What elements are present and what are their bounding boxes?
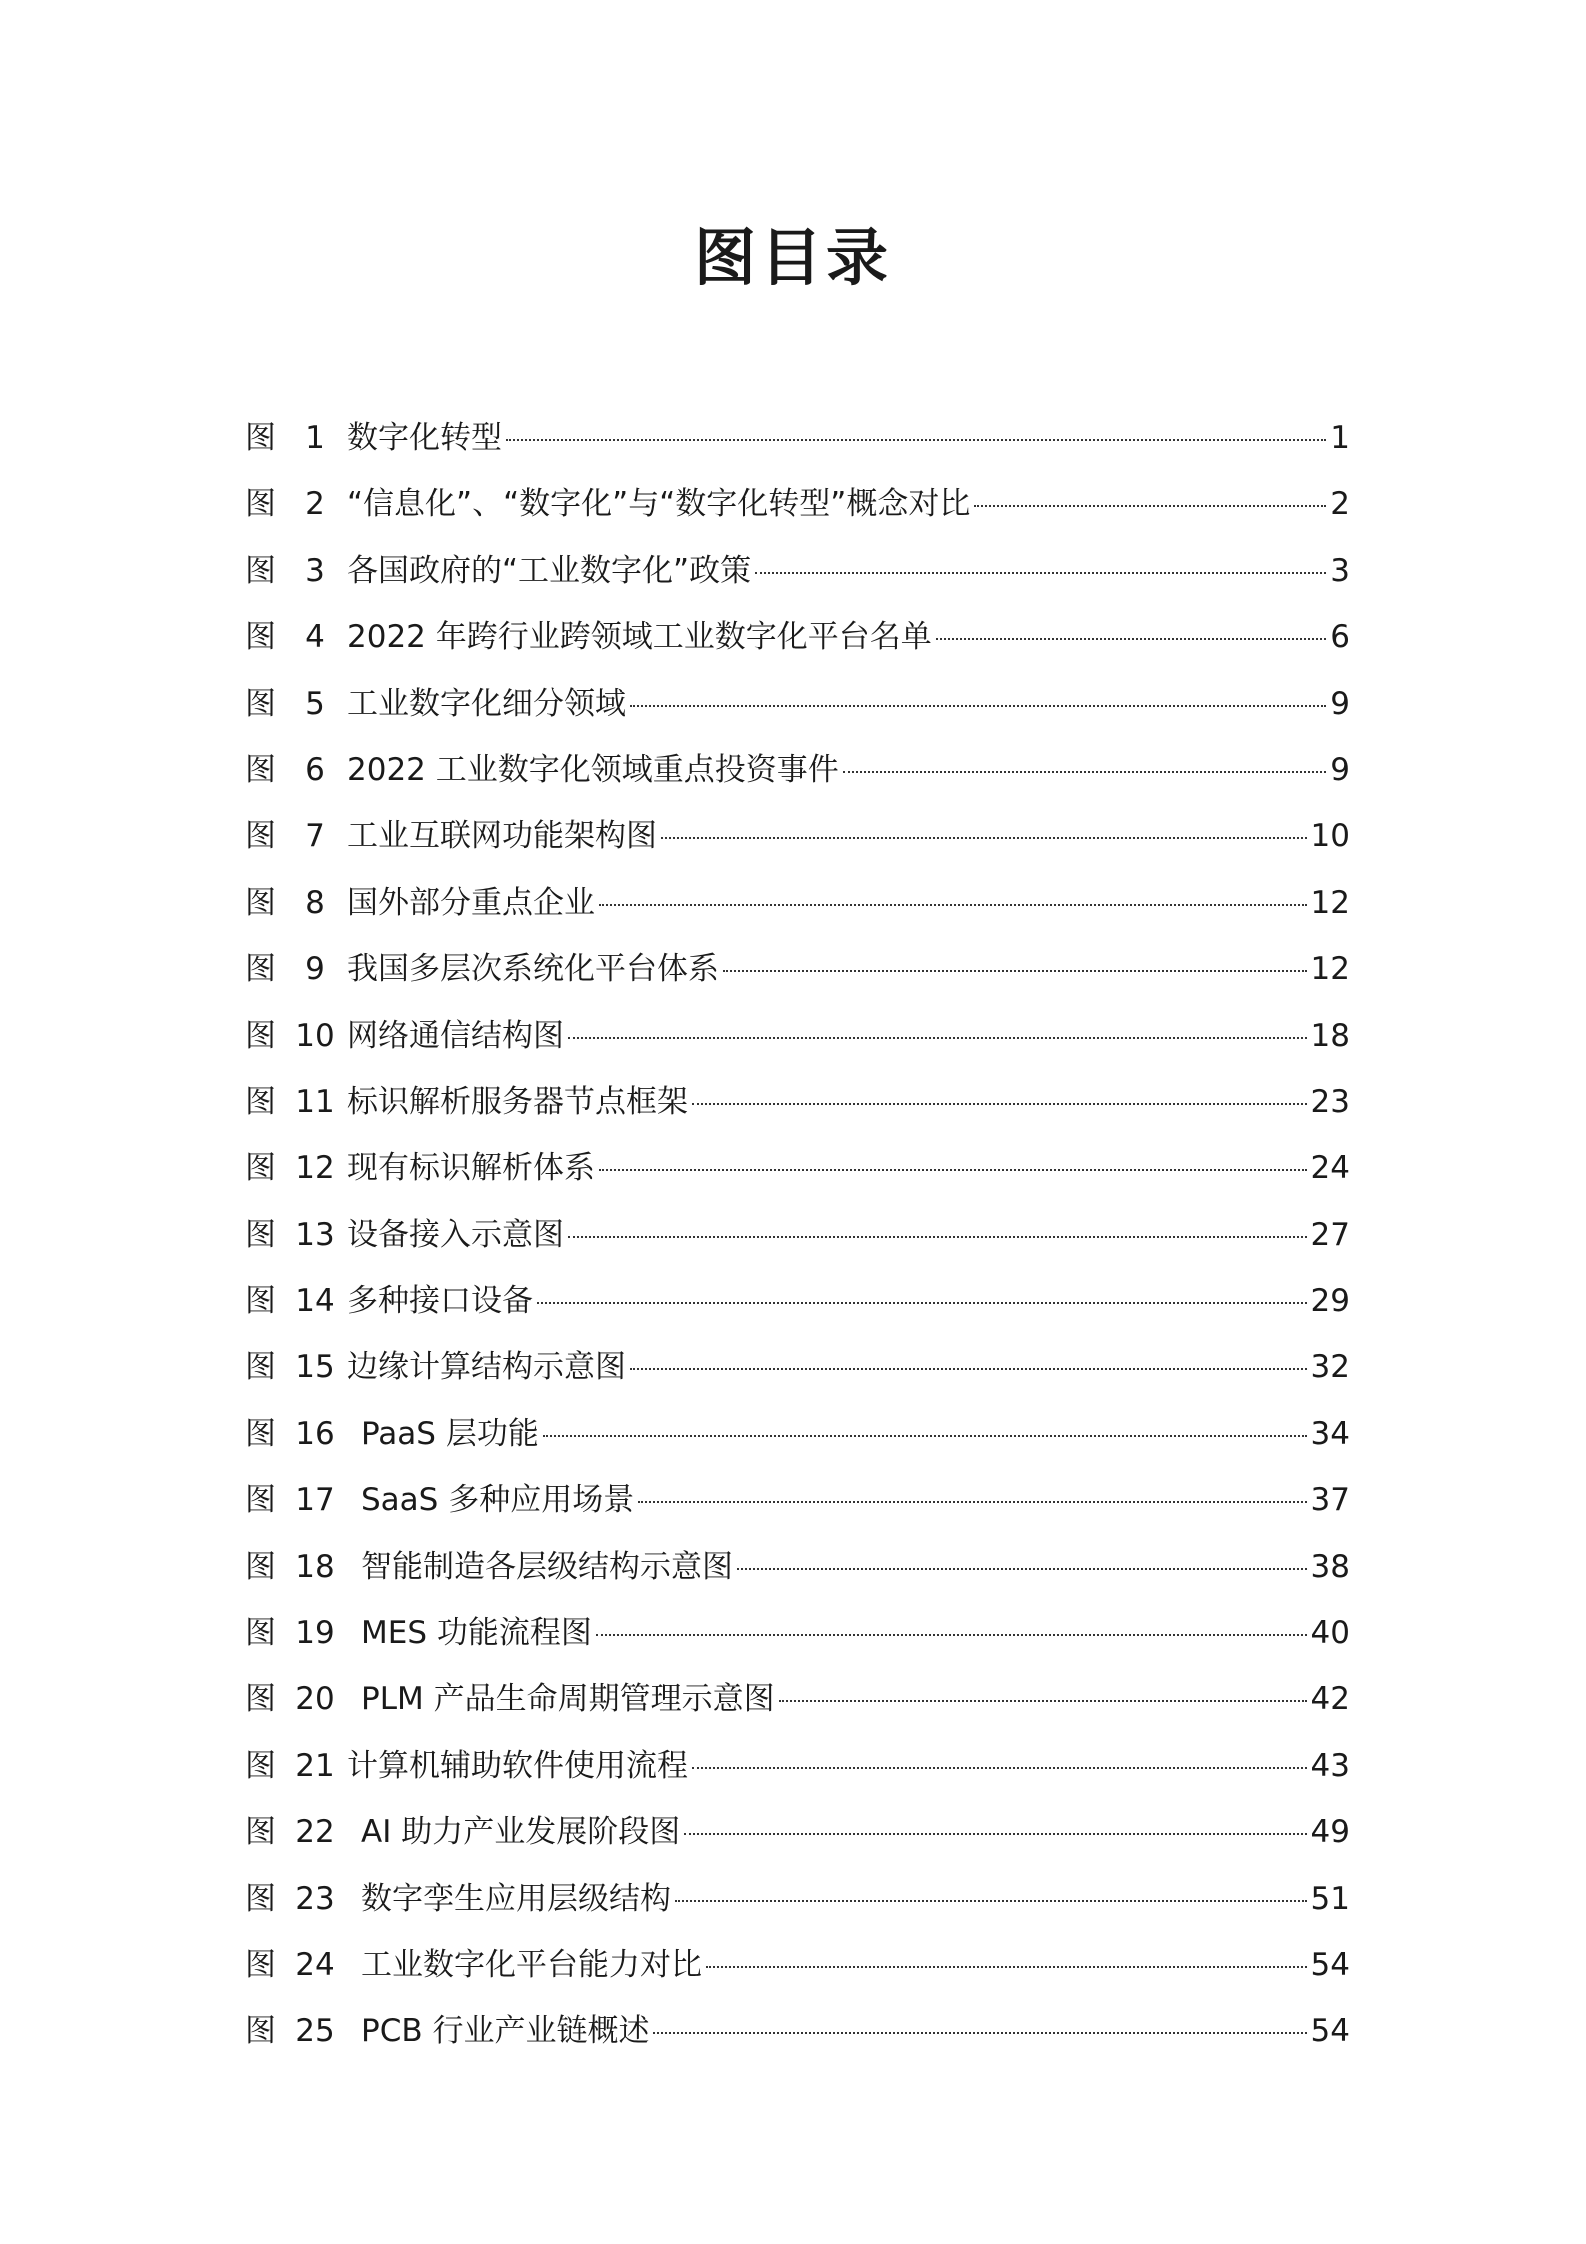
figure-title: “信息化”、“数字化”与“数字化转型”概念对比 [347,486,971,523]
figure-prefix: 图 [245,486,276,523]
page-number: 32 [1310,1349,1350,1386]
figure-title: 2022 工业数字化领域重点投资事件 [347,751,839,788]
dot-leader [661,837,1307,839]
figure-prefix: 图 [245,1150,276,1187]
figure-prefix: 图 [245,1216,276,1253]
page-number: 49 [1310,1814,1350,1851]
figure-prefix: 图 [245,2013,276,2050]
dot-leader [596,1634,1307,1636]
figure-prefix: 图 [245,420,276,456]
figure-prefix: 图 [245,1017,276,1054]
figure-number: 12 [295,1150,335,1187]
figure-prefix: 图 [245,1615,276,1652]
page-number: 23 [1310,1083,1350,1120]
toc-entry[interactable] [245,1799,1350,1865]
dot-leader [723,970,1307,972]
figure-prefix: 图 [245,1415,276,1452]
toc-entry[interactable] [245,604,1350,670]
figure-number: 16 [295,1415,335,1452]
page-title: 图目录 [693,221,892,294]
figure-number: 6 [305,751,325,788]
dot-leader [537,1302,1307,1304]
figure-title: 工业互联网功能架构图 [347,818,657,855]
toc-entry[interactable] [245,1666,1350,1732]
page-number: 6 [1330,619,1350,656]
page-number: 24 [1310,1150,1350,1187]
figure-title: 网络通信结构图 [347,1017,564,1054]
dot-leader [706,1966,1307,1968]
page-number: 12 [1310,884,1350,921]
dot-leader [506,439,1326,441]
figure-number: 3 [305,552,325,589]
toc-entry[interactable] [245,538,1350,604]
dot-leader [684,1833,1306,1835]
page-number: 51 [1310,1880,1350,1917]
figure-title: 设备接入示意图 [347,1216,564,1253]
figure-number: 21 [295,1747,335,1784]
dot-leader [779,1700,1307,1702]
toc-entry[interactable] [245,471,1350,537]
figure-number: 10 [295,1017,335,1054]
toc-entry[interactable] [245,1998,1350,2064]
figure-prefix: 图 [245,1283,276,1320]
figure-number: 2 [305,486,325,523]
figure-prefix: 图 [245,818,276,855]
page-number: 10 [1310,818,1350,855]
page-number: 43 [1310,1747,1350,1784]
dot-leader [974,505,1326,507]
figure-title: MES 功能流程图 [361,1615,592,1652]
figure-prefix: 图 [245,552,276,589]
figure-number: 9 [305,951,325,988]
page-number: 34 [1310,1415,1350,1452]
dot-leader [675,1900,1307,1902]
toc-entry[interactable] [245,1334,1350,1400]
toc-entry[interactable] [245,1003,1350,1069]
figure-prefix: 图 [245,1747,276,1784]
figure-title: 计算机辅助软件使用流程 [347,1747,688,1784]
toc-entry[interactable] [245,936,1350,1002]
figure-title: 工业数字化细分领域 [347,685,626,722]
figure-title: 标识解析服务器节点框架 [347,1083,688,1120]
figure-title: 多种接口设备 [347,1283,533,1320]
figure-number: 18 [295,1548,335,1585]
figure-title: AI 助力产业发展阶段图 [361,1814,681,1851]
page-number: 2 [1330,486,1350,523]
figure-title: 数字孪生应用层级结构 [361,1880,671,1917]
dot-leader [568,1037,1307,1039]
dot-leader [568,1236,1307,1238]
toc-entry[interactable] [245,1401,1350,1467]
figure-prefix: 图 [245,1681,276,1718]
dot-leader [755,572,1326,574]
toc-entry[interactable] [245,1202,1350,1268]
dot-leader [936,638,1327,640]
figure-prefix: 图 [245,1946,276,1983]
figure-title: 智能制造各层级结构示意图 [361,1548,733,1585]
figure-number: 15 [295,1349,335,1386]
figure-number: 24 [295,1946,335,1983]
figure-title: 各国政府的“工业数字化”政策 [347,552,752,589]
page-number: 9 [1330,685,1350,722]
figure-number: 11 [295,1083,335,1120]
page-number: 40 [1310,1615,1350,1652]
figure-number: 23 [295,1880,335,1917]
figure-title: 工业数字化平台能力对比 [361,1946,702,1983]
dot-leader [638,1501,1306,1503]
figure-number: 8 [305,884,325,921]
toc-entry[interactable] [245,1135,1350,1201]
page-number: 29 [1310,1283,1350,1320]
figure-prefix: 图 [245,1482,276,1519]
figure-number: 7 [305,818,325,855]
figure-title: PaaS 层功能 [361,1415,539,1452]
figure-prefix: 图 [245,951,276,988]
figure-title: PLM 产品生命周期管理示意图 [361,1681,775,1718]
page-number: 42 [1310,1681,1350,1718]
toc-entry[interactable] [245,405,1350,471]
figure-prefix: 图 [245,1880,276,1917]
figure-number: 14 [295,1283,335,1320]
page-number: 38 [1310,1548,1350,1585]
dot-leader [737,1568,1307,1570]
toc-entry[interactable] [245,870,1350,936]
dot-leader [630,705,1326,707]
toc-entry[interactable] [245,1467,1350,1533]
dot-leader [599,1169,1307,1171]
page-number: 12 [1310,951,1350,988]
figure-title: 我国多层次系统化平台体系 [347,951,719,988]
toc-entry[interactable] [245,1069,1350,1135]
figure-prefix: 图 [245,1814,276,1851]
dot-leader [843,771,1327,773]
figure-number: 13 [295,1216,335,1253]
figure-title: 国外部分重点企业 [347,884,595,921]
toc-entry[interactable] [245,1600,1350,1666]
figure-prefix: 图 [245,619,276,656]
page-number: 54 [1310,2013,1350,2050]
dot-leader [692,1103,1307,1105]
toc-entry[interactable] [245,671,1350,737]
figure-number: 19 [295,1615,335,1652]
figure-prefix: 图 [245,1083,276,1120]
toc-entry[interactable] [245,1932,1350,1998]
figure-number: 4 [305,619,325,656]
page-number: 54 [1310,1946,1350,1983]
page-number: 37 [1310,1482,1350,1519]
page-number: 3 [1330,552,1350,589]
page-number: 27 [1310,1216,1350,1253]
dot-leader [630,1368,1307,1370]
dot-leader [653,2032,1306,2034]
figure-list [245,405,1350,2065]
figure-prefix: 图 [245,1548,276,1585]
figure-number: 5 [305,685,325,722]
dot-leader [543,1435,1307,1437]
figure-title: 数字化转型 [347,420,502,456]
toc-entry[interactable] [245,1534,1350,1600]
toc-entry[interactable] [245,1268,1350,1334]
figure-number: 25 [295,2013,335,2050]
figure-prefix: 图 [245,685,276,722]
dot-leader [599,904,1307,906]
page-number: 1 [1330,420,1350,456]
figure-prefix: 图 [245,751,276,788]
figure-title: PCB 行业产业链概述 [361,2013,650,2050]
figure-number: 20 [295,1681,335,1718]
toc-entry[interactable] [245,1733,1350,1799]
figure-number: 1 [305,420,325,456]
page-number: 18 [1310,1017,1350,1054]
toc-entry[interactable] [245,737,1350,803]
figure-number: 17 [295,1482,335,1519]
toc-entry[interactable] [245,803,1350,869]
figure-title: 2022 年跨行业跨领域工业数字化平台名单 [347,619,932,656]
dot-leader [692,1767,1307,1769]
page-number: 9 [1330,751,1350,788]
figure-title: 现有标识解析体系 [347,1150,595,1187]
figure-prefix: 图 [245,1349,276,1386]
toc-entry[interactable] [245,1866,1350,1932]
figure-number: 22 [295,1814,335,1851]
figure-prefix: 图 [245,884,276,921]
figure-title: 边缘计算结构示意图 [347,1349,626,1386]
figure-title: SaaS 多种应用场景 [361,1482,635,1519]
